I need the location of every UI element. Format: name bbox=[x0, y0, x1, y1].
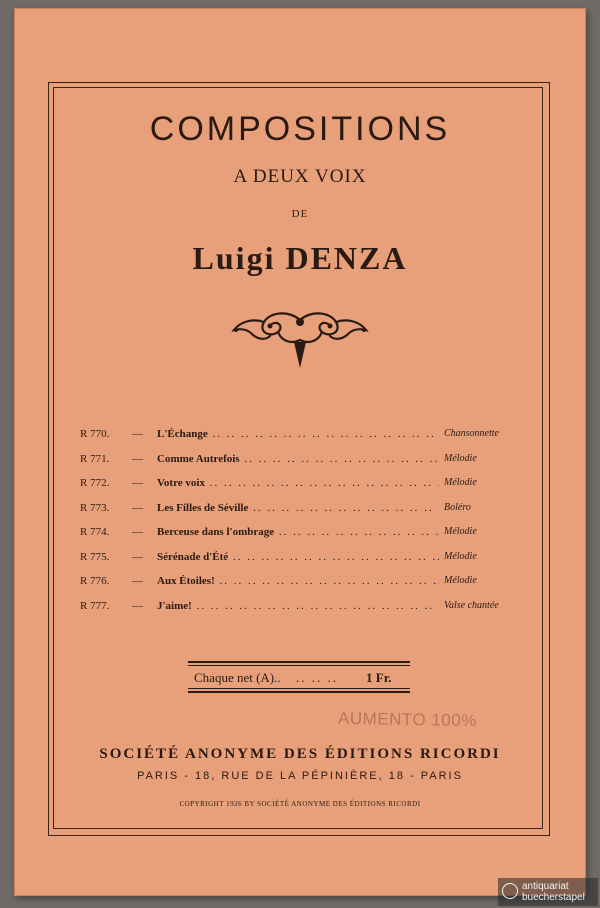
catalog-number: R 771. bbox=[80, 452, 110, 465]
price-increase-stamp: AUMENTO 100% bbox=[337, 708, 478, 731]
catalog-number: R 776. bbox=[80, 575, 110, 587]
catalog-dash: — bbox=[132, 599, 143, 612]
catalog-title: Votre voix .. .. bbox=[157, 477, 439, 489]
catalog-row bbox=[80, 428, 530, 453]
catalog-title: J'aime! .. .. bbox=[157, 600, 439, 612]
catalog-title: Les Filles de Séville .. .. bbox=[157, 502, 439, 514]
publisher-name: SOCIÉTÉ ANONYME DES ÉDITIONS RICORDI bbox=[99, 746, 501, 762]
cover-de: DE bbox=[291, 208, 309, 220]
catalog-genre: Mélodie bbox=[444, 575, 477, 586]
catalog-genre: Mélodie bbox=[444, 550, 477, 562]
catalog-title: Comme Autrefois .. .. bbox=[157, 453, 439, 465]
floral-ornament-icon bbox=[230, 306, 370, 376]
catalog-genre: Chansonnette bbox=[444, 428, 499, 439]
music-cover-page bbox=[14, 8, 586, 896]
catalog-row bbox=[80, 502, 530, 527]
catalog-row bbox=[80, 575, 530, 600]
catalog-row bbox=[80, 600, 530, 625]
catalog-dash: — bbox=[132, 575, 143, 587]
cover-title: COMPOSITIONS bbox=[149, 110, 451, 148]
catalog-list bbox=[80, 428, 530, 624]
price-dots: .. .. .. bbox=[296, 670, 338, 685]
catalog-dash: — bbox=[132, 477, 143, 489]
catalog-row bbox=[80, 453, 530, 478]
catalog-row bbox=[80, 551, 530, 576]
catalog-genre: Mélodie bbox=[444, 477, 477, 488]
catalog-genre: Mélodie bbox=[444, 526, 477, 537]
catalog-title: Sérénade d'Été .. .. bbox=[157, 551, 439, 563]
catalog-dash: — bbox=[132, 526, 143, 538]
watermark-line-1: antiquariat bbox=[522, 881, 569, 892]
price-box bbox=[188, 661, 410, 693]
publisher-address: PARIS - 18, RUE DE LA PÉPINIÈRE, 18 - PARIS bbox=[137, 770, 463, 782]
price-value: 1 Fr. bbox=[366, 670, 392, 685]
price-label: Chaque net (A).. bbox=[194, 670, 281, 685]
catalog-number: R 773. bbox=[80, 501, 110, 514]
catalog-number: R 777. bbox=[80, 599, 110, 612]
catalog-title: Aux Étoiles! .. .. bbox=[157, 575, 439, 587]
copyright-circle-icon bbox=[502, 883, 518, 899]
catalog-title: Berceuse dans l'ombrage .. .. bbox=[157, 526, 439, 538]
catalog-number: R 775. bbox=[80, 550, 110, 563]
catalog-number: R 770. bbox=[80, 428, 110, 440]
catalog-dash: — bbox=[132, 550, 143, 563]
watermark-line-2: buecherstapel bbox=[522, 892, 585, 903]
catalog-row bbox=[80, 526, 530, 551]
catalog-genre: Boléro bbox=[444, 501, 471, 513]
composer-name: Luigi DENZA bbox=[192, 240, 408, 276]
catalog-row bbox=[80, 477, 530, 502]
catalog-dash: — bbox=[132, 452, 143, 465]
watermark-badge bbox=[498, 878, 598, 906]
catalog-genre: Mélodie bbox=[444, 452, 477, 464]
catalog-title: L'Échange .. .. bbox=[157, 428, 439, 440]
catalog-dash: — bbox=[132, 428, 143, 440]
catalog-genre: Valse chantée bbox=[444, 599, 499, 611]
copyright-line: COPYRIGHT 1926 BY SOCIÉTÉ ANONYME DES ÉDITIONS RICORDI bbox=[179, 800, 421, 808]
catalog-dash: — bbox=[132, 501, 143, 514]
catalog-number: R 774. bbox=[80, 526, 110, 538]
catalog-number: R 772. bbox=[80, 477, 110, 489]
cover-subtitle: A DEUX VOIX bbox=[233, 166, 367, 187]
